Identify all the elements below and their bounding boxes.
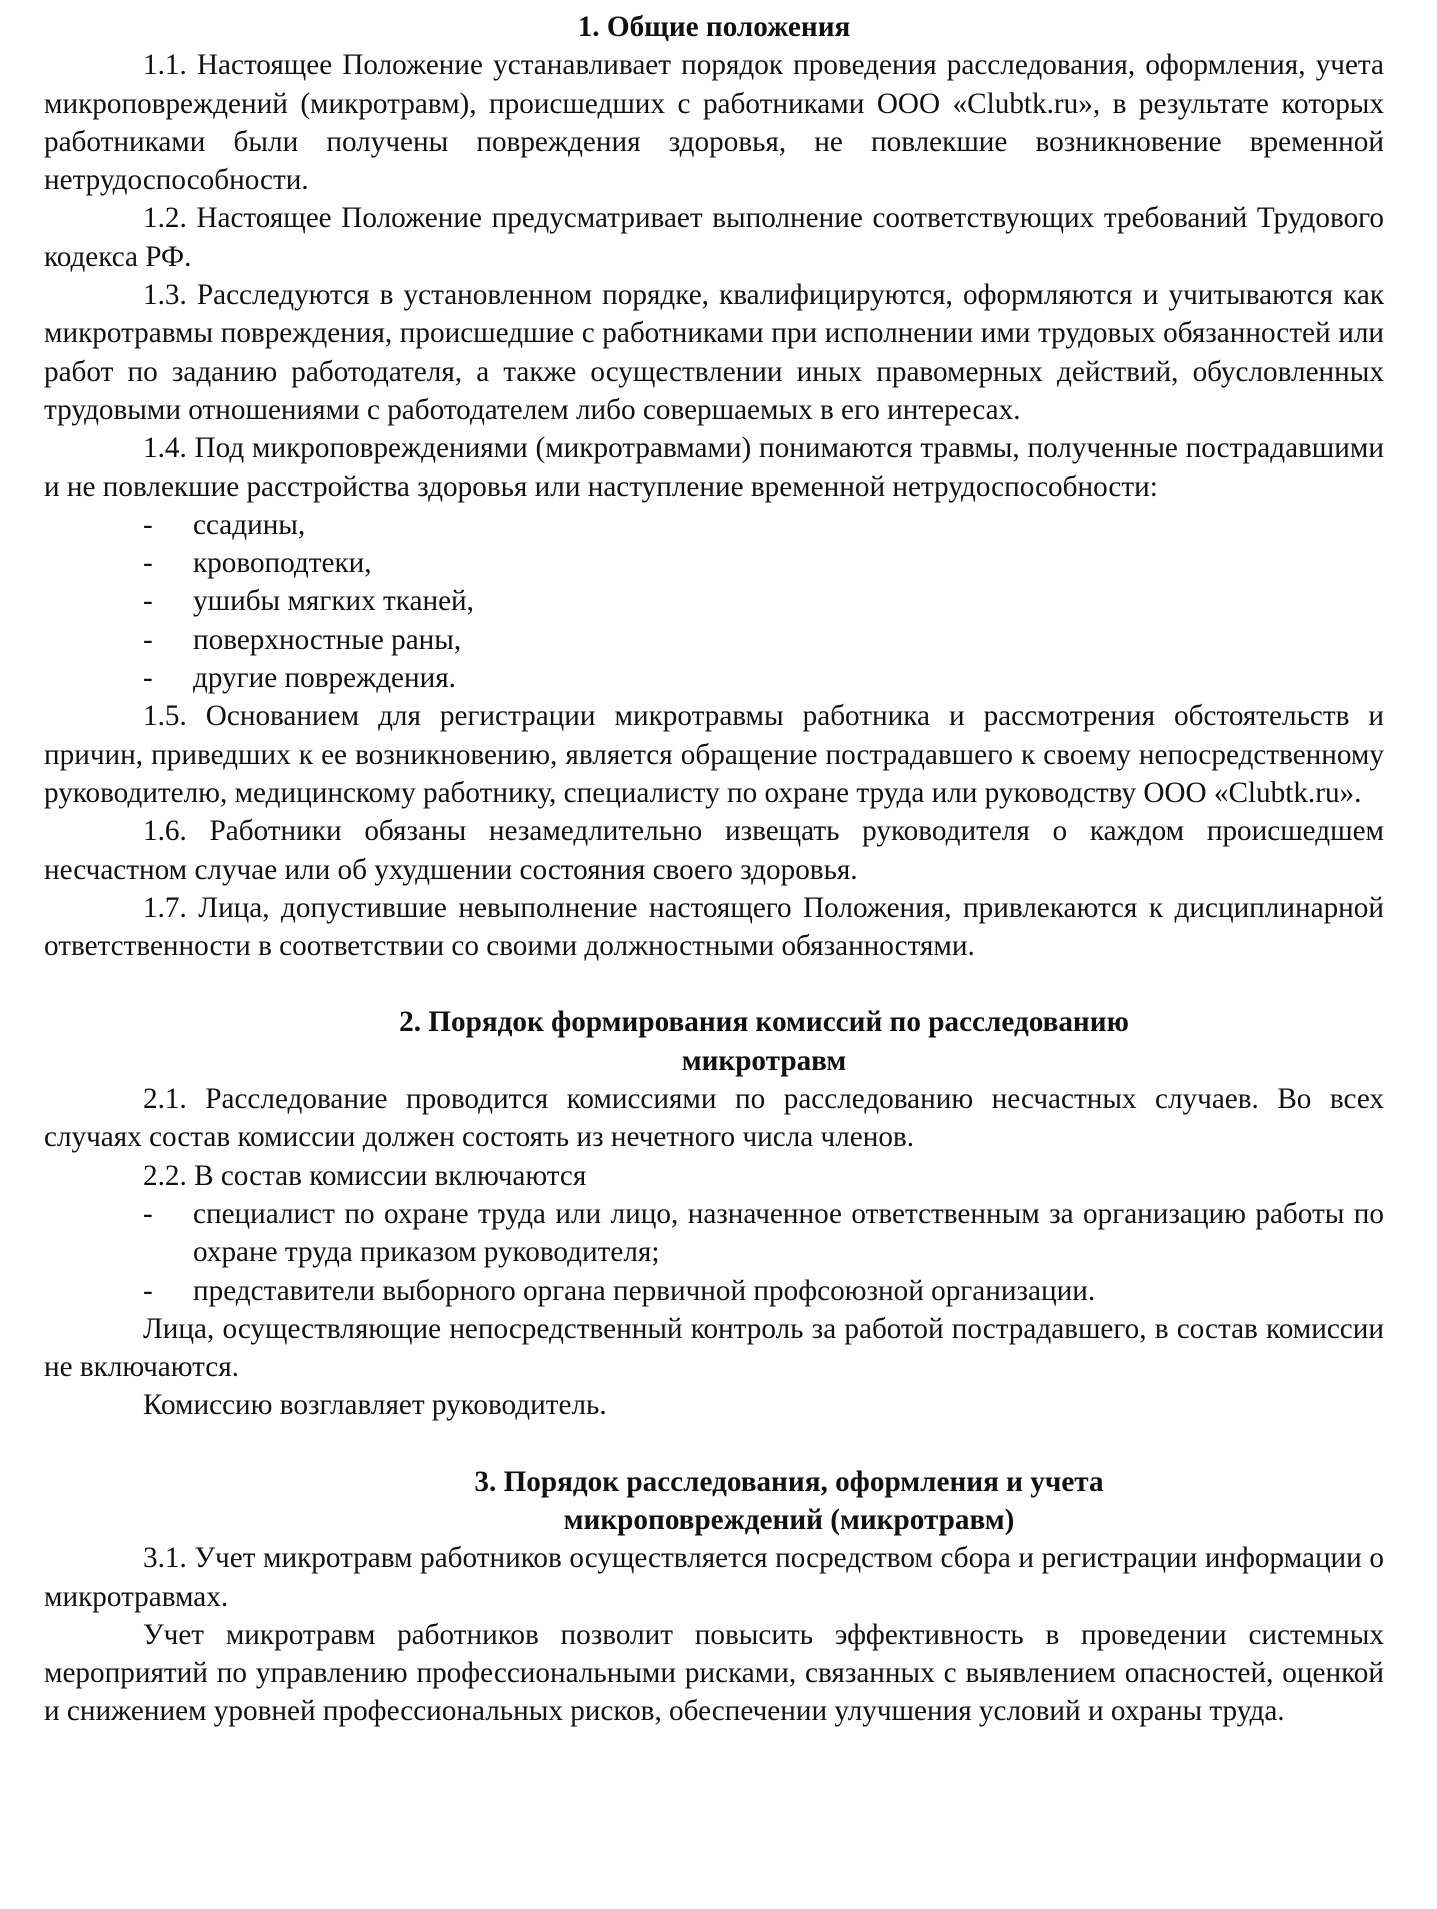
section-1-heading: 1. Общие положения: [577, 11, 851, 43]
section-general-provisions: [44, 8, 1384, 965]
paragraph-1-7: 1.7. Лица, допустившие невыполнение настоящего Положения, привлекаются к дисциплинарной ответственности в соответствии со своими должностными обязанностями.: [44, 891, 1384, 963]
list-item: - ушибы мягких тканей,: [44, 582, 1384, 620]
paragraph-1-3: 1.3. Расследуются в установленном порядке, квалифицируются, оформляются и учитываются как микротравмы повреждения, происшедшие с работниками при исполнении ими трудовых обязанностей или работ по заданию работодателя, а также осуществлении иных правомерных действий, обусловленных трудовыми отношениями с работодателем либо совершаемых в его интересах.: [44, 279, 1384, 426]
paragraph-1-6: 1.6. Работники обязаны незамедлительно извещать руководителя о каждом происшедшем несчастном случае или об ухудшении состояния своего здоровья.: [44, 815, 1384, 886]
paragraph-1-1: 1.1. Настоящее Положение устанавливает порядок проведения расследования, оформления, учета микроповреждений (микротравм), происшедших с работниками ООО «Clubtk.ru», в результате которых работниками были получены повреждения здоровья, не повлекшие возникновение временной нетрудоспособности.: [44, 49, 1384, 197]
section-gap: [44, 1425, 1384, 1463]
list-dash: -: [143, 585, 153, 618]
list-item: - ссадины,: [44, 506, 1384, 544]
list-item: - специалист по охране труда или лицо, назначенное ответственным за организацию работы по охране труда приказом руководителя;: [44, 1195, 1384, 1272]
list-dash: -: [143, 1197, 153, 1230]
paragraph-1-2: 1.2. Настоящее Положение предусматривает выполнение соответствующих требований Трудового кодекса РФ.: [44, 202, 1384, 273]
list-item: - другие повреждения.: [44, 659, 1384, 697]
list-item: - представители выборного органа первичной профсоюзной организации.: [44, 1272, 1384, 1310]
injury-types-list: [44, 506, 1384, 697]
paragraph-3-1: 3.1. Учет микротравм работников осуществляется посредством сбора и регистрации информации о микротравмах.: [44, 1542, 1384, 1613]
paragraph-1-5: 1.5. Основанием для регистрации микротравмы работника и рассмотрения обстоятельств и причин, приведших к ее возникновению, является обращение пострадавшего к своему непосредственному руководителю, медицинскому работнику, специалисту по охране труда или руководству ООО «Clubtk.ru».: [44, 700, 1384, 809]
section-3-heading-line-1: 3. Порядок расследования, оформления и учета: [474, 1465, 1104, 1498]
list-dash: -: [143, 623, 153, 656]
section-2-heading-line-1: 2. Порядок формирования комиссий по расследованию: [399, 1006, 1129, 1039]
section-gap: [44, 965, 1384, 1003]
document-page: [44, 8, 1384, 1731]
section-commission-formation: [44, 1003, 1384, 1424]
list-dash: -: [143, 662, 153, 695]
paragraph-1-4: 1.4. Под микроповреждениями (микротравмами) понимаются травмы, полученные пострадавшими и не повлекшие расстройства здоровья или наступление временной нетрудоспособности:: [44, 432, 1384, 503]
paragraph-2-3: Лица, осуществляющие непосредственный контроль за работой пострадавшего, в состав комиссии не включаются.: [44, 1312, 1384, 1384]
paragraph-2-1: 2.1. Расследование проводится комиссиями по расследованию несчастных случаев. Во всех случаях состав комиссии должен состоять из нечетного числа членов.: [44, 1083, 1384, 1154]
list-item: - кровоподтеки,: [44, 544, 1384, 582]
section-investigation-procedure: [44, 1463, 1384, 1731]
paragraph-2-2: 2.2. В состав комиссии включаются: [143, 1159, 587, 1192]
commission-members-list: [44, 1195, 1384, 1310]
list-dash: -: [143, 1274, 153, 1307]
paragraph-2-4: Комиссию возглавляет руководитель.: [143, 1389, 607, 1422]
list-dash: -: [143, 547, 153, 580]
paragraph-3-2: Учет микротравм работников позволит повысить эффективность в проведении системных мероприятий по управлению профессиональными рисками, связанных с выявлением опасностей, оценкой и снижением уровней профессиональных рисков, обеспечении улучшения условий и охраны труда.: [44, 1618, 1384, 1728]
list-dash: -: [143, 508, 153, 541]
section-3-heading-line-2: микроповреждений (микротравм): [563, 1503, 1015, 1536]
list-item: - поверхностные раны,: [44, 621, 1384, 659]
section-2-heading-line-2: микротравм: [681, 1044, 847, 1077]
